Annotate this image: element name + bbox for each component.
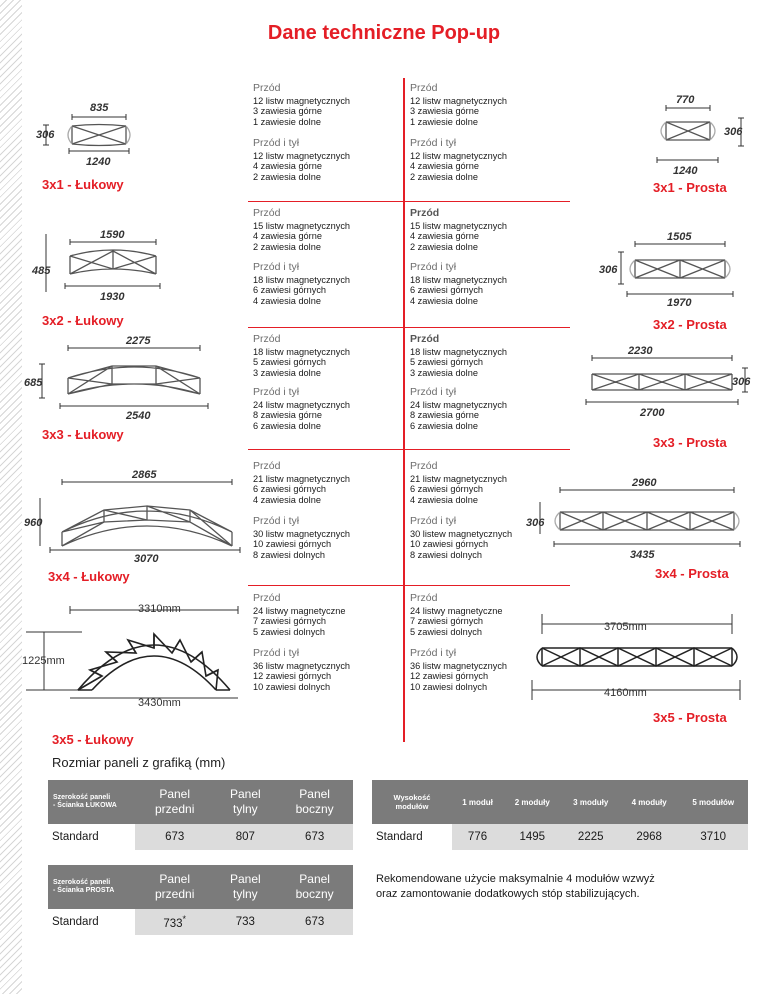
dim-label: 1505 bbox=[667, 231, 692, 243]
table-cell: 2225 bbox=[562, 824, 620, 850]
dim-label: 306 bbox=[599, 264, 618, 276]
dim-label: 1970 bbox=[667, 297, 692, 308]
table-module-heights bbox=[372, 780, 748, 850]
dim-label: 2230 bbox=[628, 346, 653, 357]
center-divider bbox=[403, 78, 405, 742]
frame-3x5-curved-diagram bbox=[22, 598, 244, 710]
frame-3x4-curved-diagram bbox=[22, 470, 244, 562]
dim-label: 1240 bbox=[673, 165, 698, 177]
spec-block: Przód 12 listw magnetycznych 3 zawiesia górne 1 zawiesie dolne bbox=[410, 82, 508, 127]
model-label: 3x1 - Prosta bbox=[653, 180, 727, 195]
dim-label: 3705mm bbox=[604, 621, 647, 633]
column-header: Panel tylny bbox=[214, 865, 276, 909]
frame-3x5-straight-diagram bbox=[528, 610, 750, 702]
table-header: Szerokość paneli - Ścianka PROSTA bbox=[48, 865, 135, 909]
table-header: Wysokość modułów bbox=[372, 780, 452, 824]
table-curved-panels bbox=[48, 780, 353, 850]
table-row bbox=[48, 824, 353, 850]
column-header: 5 modułów bbox=[678, 780, 748, 824]
dim-label: 1930 bbox=[100, 291, 125, 303]
dim-label: 485 bbox=[32, 265, 51, 277]
table-cell: 733* bbox=[135, 909, 214, 935]
dim-label: 306 bbox=[724, 126, 743, 138]
spec-block: Przód i tył 18 listw magnetycznych 6 zawiesi górnych 4 zawiesia dolne bbox=[410, 261, 508, 306]
model-label: 3x1 - Łukowy bbox=[42, 177, 124, 192]
spec-block: Przód 21 listw magnetycznych 6 zawiesi górnych 4 zawiesia dolne bbox=[410, 460, 508, 505]
frame-3x4-straight-diagram bbox=[524, 472, 752, 562]
table-cell: 3710 bbox=[678, 824, 748, 850]
dim-label: 4160mm bbox=[604, 687, 647, 699]
spec-block: Przód i tył 30 listew magnetycznych 10 zawiesi górnych 8 zawiesi dolnych bbox=[410, 515, 513, 560]
column-header: Panel tylny bbox=[214, 780, 276, 824]
column-header: 1 moduł bbox=[452, 780, 503, 824]
spec-block: Przód i tył 24 listw magnetycznych 8 zawiesia górne 6 zawiesia dolne bbox=[410, 386, 508, 431]
spec-block: Przód i tył 30 listw magnetycznych 10 zawiesi górnych 8 zawiesi dolnych bbox=[253, 515, 351, 560]
table-cell: 673 bbox=[276, 909, 353, 935]
dim-label: 3310mm bbox=[138, 603, 181, 615]
row-label: Standard bbox=[48, 824, 135, 850]
dim-label: 2275 bbox=[126, 336, 151, 347]
dim-label: 1590 bbox=[100, 229, 125, 241]
dim-label: 3430mm bbox=[138, 697, 181, 709]
table-row bbox=[372, 824, 748, 850]
frame-3x3-curved-diagram bbox=[22, 336, 212, 420]
model-label: 3x5 - Łukowy bbox=[52, 732, 134, 747]
model-label: 3x5 - Prosta bbox=[653, 710, 727, 725]
spec-block: Przód 24 listwy magnetyczne 7 zawiesi górnych 5 zawiesi dolnych bbox=[253, 592, 346, 637]
model-label: 3x3 - Prosta bbox=[653, 435, 727, 450]
column-header: 2 moduły bbox=[503, 780, 561, 824]
dim-label: 306 bbox=[36, 129, 55, 141]
dim-label: 2865 bbox=[132, 470, 157, 481]
column-header: Panel boczny bbox=[276, 865, 353, 909]
model-label: 3x4 - Prosta bbox=[655, 566, 729, 581]
recommendation-note: Rekomendowane użycie maksymalnie 4 modułów wzwyż oraz zamontowanie dodatkowych stóp stabilizujących. bbox=[376, 873, 655, 900]
row-label: Standard bbox=[48, 909, 135, 935]
spec-block: Przód i tył 12 listw magnetycznych 4 zawiesia górne 2 zawiesia dolne bbox=[410, 137, 508, 182]
spec-block: Przód i tył 18 listw magnetycznych 6 zawiesi górnych 4 zawiesia dolne bbox=[253, 261, 351, 306]
section-title: Rozmiar paneli z grafiką (mm) bbox=[52, 755, 226, 770]
spec-block: Przód i tył 24 listw magnetycznych 8 zawiesia górne 6 zawiesia dolne bbox=[253, 386, 351, 431]
frame-3x2-curved-diagram bbox=[28, 224, 178, 304]
column-header: 3 moduły bbox=[562, 780, 620, 824]
dim-label: 2540 bbox=[126, 410, 151, 420]
column-header: 4 moduły bbox=[620, 780, 678, 824]
model-label: 3x4 - Łukowy bbox=[48, 569, 130, 584]
table-row bbox=[48, 909, 353, 935]
page-title: Dane techniczne Pop-up bbox=[267, 22, 501, 44]
dim-label: 960 bbox=[24, 517, 43, 529]
divider bbox=[248, 449, 570, 450]
row-label: Standard bbox=[372, 824, 452, 850]
spec-block: Przód 24 listwy magnetyczne 7 zawiesi górnych 5 zawiesi dolnych bbox=[410, 592, 503, 637]
spec-block: Przód 18 listw magnetycznych 5 zawiesi górnych 3 zawiesia dolne bbox=[253, 333, 351, 378]
spec-block: Przód i tył 36 listw magnetycznych 12 zawiesi górnych 10 zawiesi dolnych bbox=[410, 647, 508, 692]
spec-block: Przód i tył 12 listw magnetycznych 4 zawiesia górne 2 zawiesia dolne bbox=[253, 137, 351, 182]
model-label: 3x2 - Łukowy bbox=[42, 313, 124, 328]
column-header: Panel przedni bbox=[135, 780, 214, 824]
dim-label: 770 bbox=[676, 94, 695, 106]
table-cell: 733 bbox=[214, 909, 276, 935]
spec-block: Przód 21 listw magnetycznych 6 zawiesi górnych 4 zawiesia dolne bbox=[253, 460, 351, 505]
dim-label: 2960 bbox=[632, 477, 657, 489]
table-straight-panels bbox=[48, 865, 353, 935]
hatch-border bbox=[0, 0, 22, 994]
spec-block: Przód 15 listw magnetycznych 4 zawiesia górne 2 zawiesia dolne bbox=[410, 207, 508, 252]
frame-3x3-straight-diagram bbox=[582, 346, 754, 418]
dim-label: 2700 bbox=[640, 407, 665, 418]
dim-label: 306 bbox=[732, 376, 751, 388]
table-cell: 2968 bbox=[620, 824, 678, 850]
dim-label: 306 bbox=[526, 517, 545, 529]
divider bbox=[248, 585, 570, 586]
dim-label: 835 bbox=[90, 102, 109, 114]
dim-label: 3435 bbox=[630, 549, 655, 561]
table-cell: 673 bbox=[276, 824, 353, 850]
divider bbox=[248, 201, 570, 202]
spec-block: Przód i tył 36 listw magnetycznych 12 zawiesi górnych 10 zawiesi dolnych bbox=[253, 647, 351, 692]
divider bbox=[248, 327, 570, 328]
model-label: 3x3 - Łukowy bbox=[42, 427, 124, 442]
table-cell: 776 bbox=[452, 824, 503, 850]
frame-3x1-curved-diagram bbox=[28, 95, 158, 173]
table-header: Szerokość paneli - Ścianka ŁUKOWA bbox=[48, 780, 135, 824]
table-cell: 807 bbox=[214, 824, 276, 850]
table-cell: 1495 bbox=[503, 824, 561, 850]
column-header: Panel boczny bbox=[276, 780, 353, 824]
column-header: Panel przedni bbox=[135, 865, 214, 909]
model-label: 3x2 - Prosta bbox=[653, 317, 727, 332]
dim-label: 1225mm bbox=[22, 655, 65, 667]
spec-block: Przód 15 listw magnetycznych 4 zawiesia górne 2 zawiesia dolne bbox=[253, 207, 351, 252]
table-cell: 673 bbox=[135, 824, 214, 850]
dim-label: 685 bbox=[24, 377, 43, 389]
frame-3x2-straight-diagram bbox=[595, 228, 745, 308]
frame-3x1-straight-diagram bbox=[636, 88, 751, 178]
spec-block: Przód 12 listw magnetycznych 3 zawiesia górne 1 zawiesie dolne bbox=[253, 82, 351, 127]
dim-label: 3070 bbox=[134, 553, 159, 562]
spec-block: Przód 18 listw magnetycznych 5 zawiesi górnych 3 zawiesia dolne bbox=[410, 333, 508, 378]
dim-label: 1240 bbox=[86, 156, 111, 168]
